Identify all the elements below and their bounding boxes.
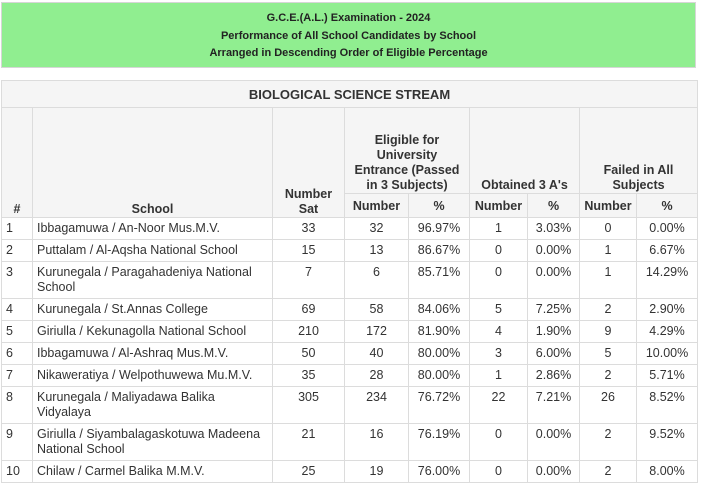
eligible-percent: 80.00% [409,365,470,387]
school-name: Kurunegala / Maliyadawa Balika Vidyalaya [33,387,273,424]
three-as-percent: 0.00% [528,262,580,299]
subheader-failed-percent: % [637,194,698,218]
three-as-percent: 7.25% [528,299,580,321]
failed-percent: 5.71% [637,365,698,387]
table-row [2,240,698,262]
eligible-percent: 76.00% [409,461,470,483]
eligible-percent: 86.67% [409,240,470,262]
number-sat: 25 [273,461,345,483]
table-row [2,262,698,299]
number-sat: 21 [273,424,345,461]
eligible-percent: 85.71% [409,262,470,299]
three-as-percent: 6.00% [528,343,580,365]
failed-percent: 4.29% [637,321,698,343]
subheader-failed-number: Number [580,194,637,218]
failed-number: 1 [580,262,637,299]
number-sat: 305 [273,387,345,424]
three-as-number: 1 [470,218,528,240]
subheader-three-as-percent: % [528,194,580,218]
eligible-number: 234 [345,387,409,424]
three-as-number: 0 [470,461,528,483]
failed-percent: 10.00% [637,343,698,365]
table-row [2,321,698,343]
school-name: Kurunegala / Paragahadeniya National School [33,262,273,299]
stream-title: BIOLOGICAL SCIENCE STREAM [2,81,698,108]
number-sat: 15 [273,240,345,262]
results-table [1,80,698,483]
three-as-number: 22 [470,387,528,424]
row-index: 10 [2,461,33,483]
failed-number: 9 [580,321,637,343]
report-subtitle: Arranged in Descending Order of Eligible Percentage [209,47,488,59]
eligible-percent: 80.00% [409,343,470,365]
table-row [2,343,698,365]
table-row [2,387,698,424]
number-sat: 35 [273,365,345,387]
three-as-percent: 7.21% [528,387,580,424]
eligible-percent: 76.72% [409,387,470,424]
row-index: 3 [2,262,33,299]
report-title: Performance of All School Candidates by School [220,29,477,42]
failed-number: 26 [580,387,637,424]
number-sat: 33 [273,218,345,240]
col-header-number-sat: Number Sat [273,108,345,218]
subheader-eligible-number: Number [345,194,409,218]
school-name: Chilaw / Carmel Balika M.M.V. [33,461,273,483]
table-row [2,461,698,483]
eligible-number: 172 [345,321,409,343]
eligible-percent: 81.90% [409,321,470,343]
failed-percent: 9.52% [637,424,698,461]
failed-percent: 14.29% [637,262,698,299]
three-as-number: 3 [470,343,528,365]
school-name: Kurunegala / St.Annas College [33,299,273,321]
row-index: 5 [2,321,33,343]
three-as-percent: 0.00% [528,461,580,483]
three-as-percent: 0.00% [528,240,580,262]
three-as-number: 0 [470,240,528,262]
subheader-three-as-number: Number [470,194,528,218]
col-header-index: # [2,108,33,218]
eligible-number: 13 [345,240,409,262]
failed-percent: 0.00% [637,218,698,240]
three-as-number: 5 [470,299,528,321]
failed-percent: 8.52% [637,387,698,424]
three-as-percent: 2.86% [528,365,580,387]
col-header-school: School [33,108,273,218]
failed-percent: 2.90% [637,299,698,321]
failed-number: 5 [580,343,637,365]
number-sat: 7 [273,262,345,299]
table-row [2,299,698,321]
three-as-number: 1 [470,365,528,387]
school-name: Giriulla / Siyambalagaskotuwa Madeena National School [33,424,273,461]
col-header-failed: Failed in All Subjects [580,108,698,194]
three-as-number: 0 [470,424,528,461]
row-index: 1 [2,218,33,240]
exam-title: G.C.E.(A.L.) Examination - 2024 [266,12,431,24]
failed-number: 2 [580,299,637,321]
three-as-percent: 1.90% [528,321,580,343]
report-banner [1,2,696,68]
row-index: 4 [2,299,33,321]
three-as-number: 0 [470,262,528,299]
table-row [2,424,698,461]
eligible-number: 32 [345,218,409,240]
eligible-number: 6 [345,262,409,299]
number-sat: 50 [273,343,345,365]
three-as-percent: 0.00% [528,424,580,461]
eligible-number: 19 [345,461,409,483]
row-index: 8 [2,387,33,424]
row-index: 7 [2,365,33,387]
number-sat: 210 [273,321,345,343]
table-row [2,365,698,387]
failed-number: 2 [580,365,637,387]
school-name: Nikaweratiya / Welpothuwewa Mu.M.V. [33,365,273,387]
school-name: Giriulla / Kekunagolla National School [33,321,273,343]
col-header-three-as: Obtained 3 A's [470,108,580,194]
row-index: 6 [2,343,33,365]
three-as-number: 4 [470,321,528,343]
eligible-number: 28 [345,365,409,387]
school-name: Ibbagamuwa / Al-Ashraq Mus.M.V. [33,343,273,365]
school-name: Ibbagamuwa / An-Noor Mus.M.V. [33,218,273,240]
subheader-eligible-percent: % [409,194,470,218]
table-row [2,218,698,240]
failed-percent: 6.67% [637,240,698,262]
number-sat: 69 [273,299,345,321]
failed-number: 2 [580,461,637,483]
eligible-percent: 76.19% [409,424,470,461]
col-header-eligible: Eligible for University Entrance (Passed in 3 Subjects) [345,108,470,194]
eligible-number: 16 [345,424,409,461]
eligible-number: 40 [345,343,409,365]
eligible-percent: 96.97% [409,218,470,240]
failed-percent: 8.00% [637,461,698,483]
failed-number: 2 [580,424,637,461]
row-index: 9 [2,424,33,461]
eligible-number: 58 [345,299,409,321]
failed-number: 0 [580,218,637,240]
failed-number: 1 [580,240,637,262]
school-name: Puttalam / Al-Aqsha National School [33,240,273,262]
row-index: 2 [2,240,33,262]
eligible-percent: 84.06% [409,299,470,321]
three-as-percent: 3.03% [528,218,580,240]
